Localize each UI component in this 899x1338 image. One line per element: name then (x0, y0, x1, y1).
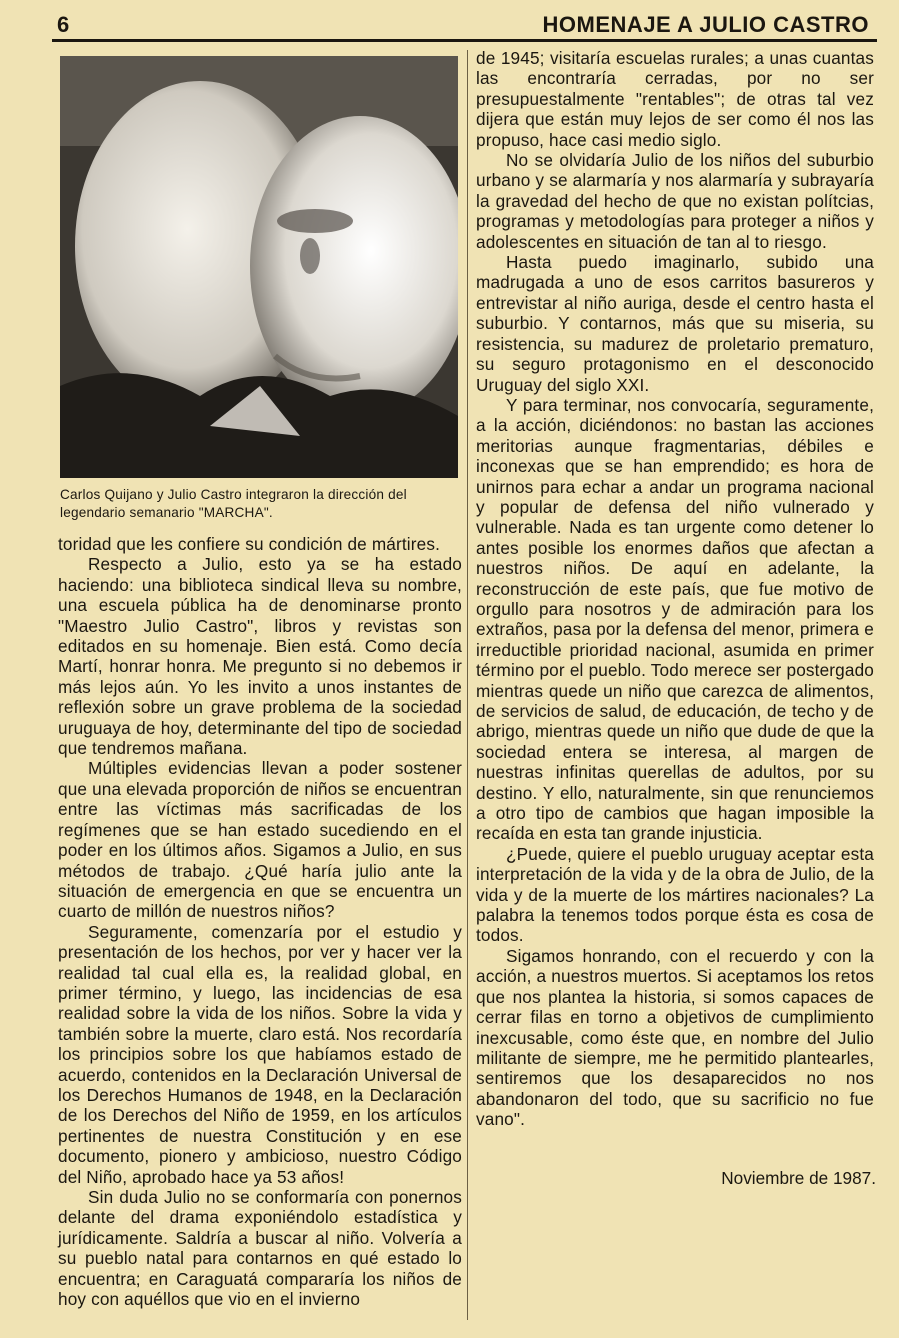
paragraph: Sigamos honrando, con el recuerdo y con la acción, a nuestros muertos. Si aceptamos los retos que nos plantea la historia, si somos capaces de cerrar filas en torno a objetivos de cumplimiento inexcusable, como éste que, en nombre del Julio militante de siempre, me he permitido plantearles, sentiremos que los desaparecidos no nos abandonaron del todo, que su sacrificio no fue vano". (476, 945, 874, 1130)
page-number: 6 (57, 12, 70, 37)
paragraph: No se olvidaría Julio de los niños del suburbio urbano y se alarmaría y nos alarmaría y subrayaría la gravedad del hecho de que no existan polítcias, programas y metodologías para proteger a niños y adolescentes en situación de tan al to riesgo. (476, 150, 874, 252)
article-date: Noviembre de 1987. (721, 1168, 876, 1188)
paragraph: Respecto a Julio, esto ya se ha estado haciendo: una biblioteca sindical lleva su nombre, una escuela pública ha de denominarse pronto "Maestro Julio Castro", libros y revistas son editados en su homenaje. Bien está. Como decía Martí, honrar honra. Me pregunto si no debemos ir más lejos aún. Yo les invito a unos instantes de reflexión sobre un grave problema de la sociedad uruguaya de hoy, determinante del tipo de sociedad que tendremos mañana. (58, 554, 462, 759)
portrait-photo-icon (60, 56, 458, 478)
paragraph: Y para terminar, nos convocaría, seguramente, a la acción, diciéndonos: no bastan las acciones meritorias aunque fragmentarias, débiles e inconexas que se han emprendido; es hora de unirnos para echar a andar un programa nacional y popular de defensa del niño vulnerado y vulnerable. Nada es tan urgente como detener lo antes posible los enormes daños que afectan a nuestros niños. De aquí en adelante, la reconstrucción de este país, que fue motivo de orgullo para nosotros y de admiración para los extraños, pasa por la defensa del menor, primera e irreductible prioridad nacional, asumida en primer término por el pueblo. Todo merece ser postergado mientras quede un niño que carezca de alimentos, de servicios de salud, de educación, de techo y de abrigo, mientras quede un niño que dude de que la sociedad entera se interesa, al margen de nuestras infinitas querellas de adultos, por su destino. Y ello, naturalmente, sin que renunciemos a otro tipo de cambios que hagan imposible la recaída en esta tan grande injusticia. (476, 394, 874, 844)
paragraph: toridad que les confiere su condición de mártires. (58, 534, 441, 554)
paragraph: Hasta puedo imaginarlo, subido una madrugada a uno de esos carritos basureros y entrevistar al niño auriga, desde el centro hasta el suburbio. Y contarnos, más que su miseria, su resistencia, su madurez de proletario prematuro, su seguro protagonismo en el desconocido Uruguay del siglo XXI. (476, 252, 874, 395)
paragraph: Seguramente, comenzaría por el estudio y presentación de los hechos, por ver y hacer ver la realidad tal cual ella es, la realidad global, en primer término, y luego, las incidencias de esa realidad sobre la vida de los niños. Sobre la vida y también sobre la muerte, claro está. Nos recordaría los principios sobre los que habíamos estado de acuerdo, contenidos en la Declaración Universal de los Derechos Humanos de 1948, en la Declaración de los Derechos del Niño de 1959, en los artículos pertinentes de nuestra Constitución y en ese documento, pionero y ambicioso, nuestro Código del Niño, aprobado hace ya 53 años! (58, 921, 462, 1187)
paragraph: de 1945; visitaría escuelas rurales; a unas cuantas las encontraría cerradas, por no ser presupuestalmente "rentables"; de otras tal vez dijera que están muy lejos de ser como él nos las propuso, hace casi medio siglo. (476, 48, 874, 150)
portrait-photo (60, 56, 458, 478)
running-title: HOMENAJE A JULIO CASTRO (542, 12, 869, 37)
photo-caption: Carlos Quijano y Julio Castro integraron la dirección del legendario semanario "MARCHA". (60, 487, 407, 520)
column-divider (467, 50, 468, 1320)
left-column (58, 534, 462, 1309)
paragraph: ¿Puede, quiere el pueblo uruguay aceptar esta interpretación de la vida y de la obra de Julio, de la vida y de la muerte de los mártires nacionales? La palabra la tenemos todos porque ésta es cosa de todos. (476, 843, 874, 946)
paragraph: Sin duda Julio no se conformaría con ponernos delante del drama exponiéndolo estadística y jurídicamente. Saldría a buscar al niño. Volvería a su pueblo natal para contarnos en qué estado lo encuentra; en Caraguatá compararía los niños de hoy con aquéllos que vio en el invierno (58, 1187, 462, 1310)
paragraph: Múltiples evidencias llevan a poder sostener que una elevada proporción de niños se encuentran entre las víctimas más sacrificadas de los regímenes que se han estado sucediendo en el poder en los últimos años. Sigamos a Julio, en sus métodos de trabajo. ¿Qué haría julio ante la situación de emergencia en que se encuentra un cuarto de millón de nuestros niños? (58, 758, 462, 922)
header-rule (52, 39, 877, 42)
right-column (476, 48, 874, 1130)
